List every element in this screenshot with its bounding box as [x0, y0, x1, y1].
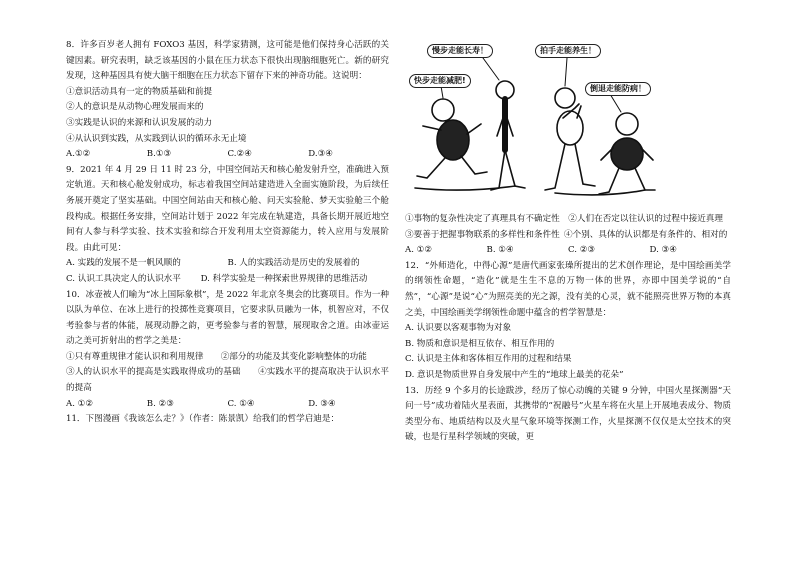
q10-option-c: C. ①④	[227, 398, 255, 409]
q8-statement-4: ④从认识到实践，从实践到认识的循环永无止境	[66, 133, 247, 144]
q10-option-a: A. ①②	[66, 398, 94, 409]
speech-bubble-fast-walk: 快步走能减肥!	[409, 74, 471, 88]
q12-option-a: A. 认识要以客观事物为对象	[405, 323, 512, 334]
q11-statement-3: ③要善于把握事物联系的多样性和条件性	[405, 229, 560, 240]
right-column	[405, 38, 731, 446]
q8-statement-2: ②人的意识是从动物心理发展而来的	[66, 102, 204, 113]
q11-statement-2: ②人们在否定以往认识的过程中接近真理	[568, 214, 723, 224]
q11-statement-1: ①事物的复杂性决定了真理具有不确定性	[405, 214, 560, 224]
q10-statement-1-2	[66, 350, 389, 366]
q9-stem: 9．2021 年 4 月 29 日 11 时 23 分，中国空间站天和核心舱发射升空，准确进入预定轨道。天和核心舱发射成功，标志着我国空间站建造进入全面实施阶段，为后续任务展开奠定了坚实基础。中国空间站由天和核心舱、问天实验舱、梦天实验舱三个舱段构成。根据任务安排，空间站计划于 2022 年完成在轨建造，具备长期开展近地空间有人参与科学实验、技术实验和综合开发利用太空资源能力，转入应用与发展阶段。由此可见：	[66, 164, 389, 253]
q10-statement-1: ①只有尊重规律才能认识和利用规律	[66, 351, 204, 362]
q12-option-c: C. 认识是主体和客体相互作用的过程和结果	[405, 354, 572, 365]
q11-options	[405, 243, 731, 259]
q9-options-row1	[66, 256, 389, 272]
q8-statement-3: ③实践是认识的来源和认识发展的动力	[66, 117, 213, 128]
q13-stem: 13．历经 9 个多月的长途跋涉，经历了惊心动魄的关键 9 分钟，中国火星探测器“天问一号”成功着陆火星表面，其携带的“祝融号”火星车将在火星上开展地表成分、物质类型分布、地质结构以及火星气象环境等探测工作，火星探测不仅仅是太空技术的突破，也是行星科学领域的突破，更	[405, 385, 731, 443]
q10-statement-3: ③人的认识水平的提高是实践取得成功的基础	[66, 367, 241, 378]
q10-options	[66, 397, 389, 413]
speech-bubble-clap-walk: 拍手走能养生！	[535, 44, 601, 58]
q9-option-a: A. 实践的发展不是一帆风顺的	[66, 258, 181, 269]
q9-option-d: D. 科学实验是一种探索世界规律的思维活动	[200, 273, 368, 284]
q8-option-a: A.①②	[66, 149, 91, 160]
q11-statement-4: ④个别、具体的认识都是有条件的、相对的	[564, 229, 728, 240]
q10-statement-4: ④实践水平的提高取决于认识水平的提高	[66, 367, 389, 394]
q8-option-c: C.②④	[227, 149, 252, 160]
q11-statement-3-4	[405, 228, 731, 244]
q10-option-d: D. ③④	[308, 398, 336, 409]
speech-bubble-backward-walk: 倒退走能防病！	[585, 82, 651, 96]
cartoon-drawing	[405, 38, 731, 210]
q10-option-b: B. ②③	[146, 398, 174, 409]
q12-option-b: B. 物质和意识是相互依存、相互作用的	[405, 338, 555, 349]
q8-stem: 8．许多百岁老人拥有 FOXO3 基因，科学家猜测，这可能是他们保持身心活跃的关键因素。研究表明，缺乏该基因的小鼠在压力状态下很快出现脑细胞死亡。新的研究发现，这种基因具有使大脑干细胞在压力状态下留存下来的神奇功能。这说明：	[66, 40, 389, 82]
q12-stem: 12．“外师造化，中得心源”是唐代画家张璪所提出的艺术创作理论，是中国绘画美学的纲领性命题，“造化”就是生生不息的万物一体的世界，亦即中国美学说的“自然”，“心源”是说“心”为照亮美的光之源，没有美的心灵，就不能照亮世界万物的本真之美，中国绘画美学纲领性命题中蕴含的哲学智慧是：	[405, 260, 731, 318]
q10-statement-2: ②部分的功能及其变化影响整体的功能	[220, 351, 367, 362]
left-column	[66, 38, 389, 428]
cartoon-image	[405, 38, 731, 210]
q11-option-d: D. ③④	[649, 245, 677, 256]
q10-stem: 10．冰壶被人们喻为“冰上国际象棋”，是 2022 年北京冬奥会的比赛项目。作为一种以队为单位、在冰上进行的投掷性竞赛项目，它要求队员融为一体，机智应对，不仅考验参与者的体能，展现动静之韵，更考验参与者的智慧，展现取舍之道。由冰壶运动之美可折射出的哲学之美是：	[66, 289, 389, 347]
q10-statement-3-4	[66, 365, 389, 396]
q11-option-a: A. ①②	[405, 245, 433, 256]
speech-bubble-slow-walk: 慢步走能长寿！	[427, 44, 493, 58]
q11-stem: 11．下图漫画《我该怎么走？》（作者：陈景凯）给我们的哲学启迪是：	[66, 414, 340, 425]
q9-option-c: C. 认识工具决定人的认识水平	[66, 273, 181, 284]
q8-option-d: D.③④	[308, 149, 333, 160]
q9-options-row2	[66, 272, 389, 288]
q11-option-c: C. ②③	[568, 245, 596, 256]
q11-statement-1-2	[405, 212, 731, 228]
q11-option-b: B. ①④	[486, 245, 514, 256]
q8-options	[66, 147, 389, 163]
q12-option-d: D. 意识是物质世界自身发展中产生的“地球上最美的花朵”	[405, 369, 624, 380]
q9-option-b: B. 人的实践活动是历史的发展着的	[227, 258, 360, 269]
q8-option-b: B.①③	[146, 149, 172, 160]
q8-statement-1: ①意识活动具有一定的物质基础和前提	[66, 86, 213, 97]
